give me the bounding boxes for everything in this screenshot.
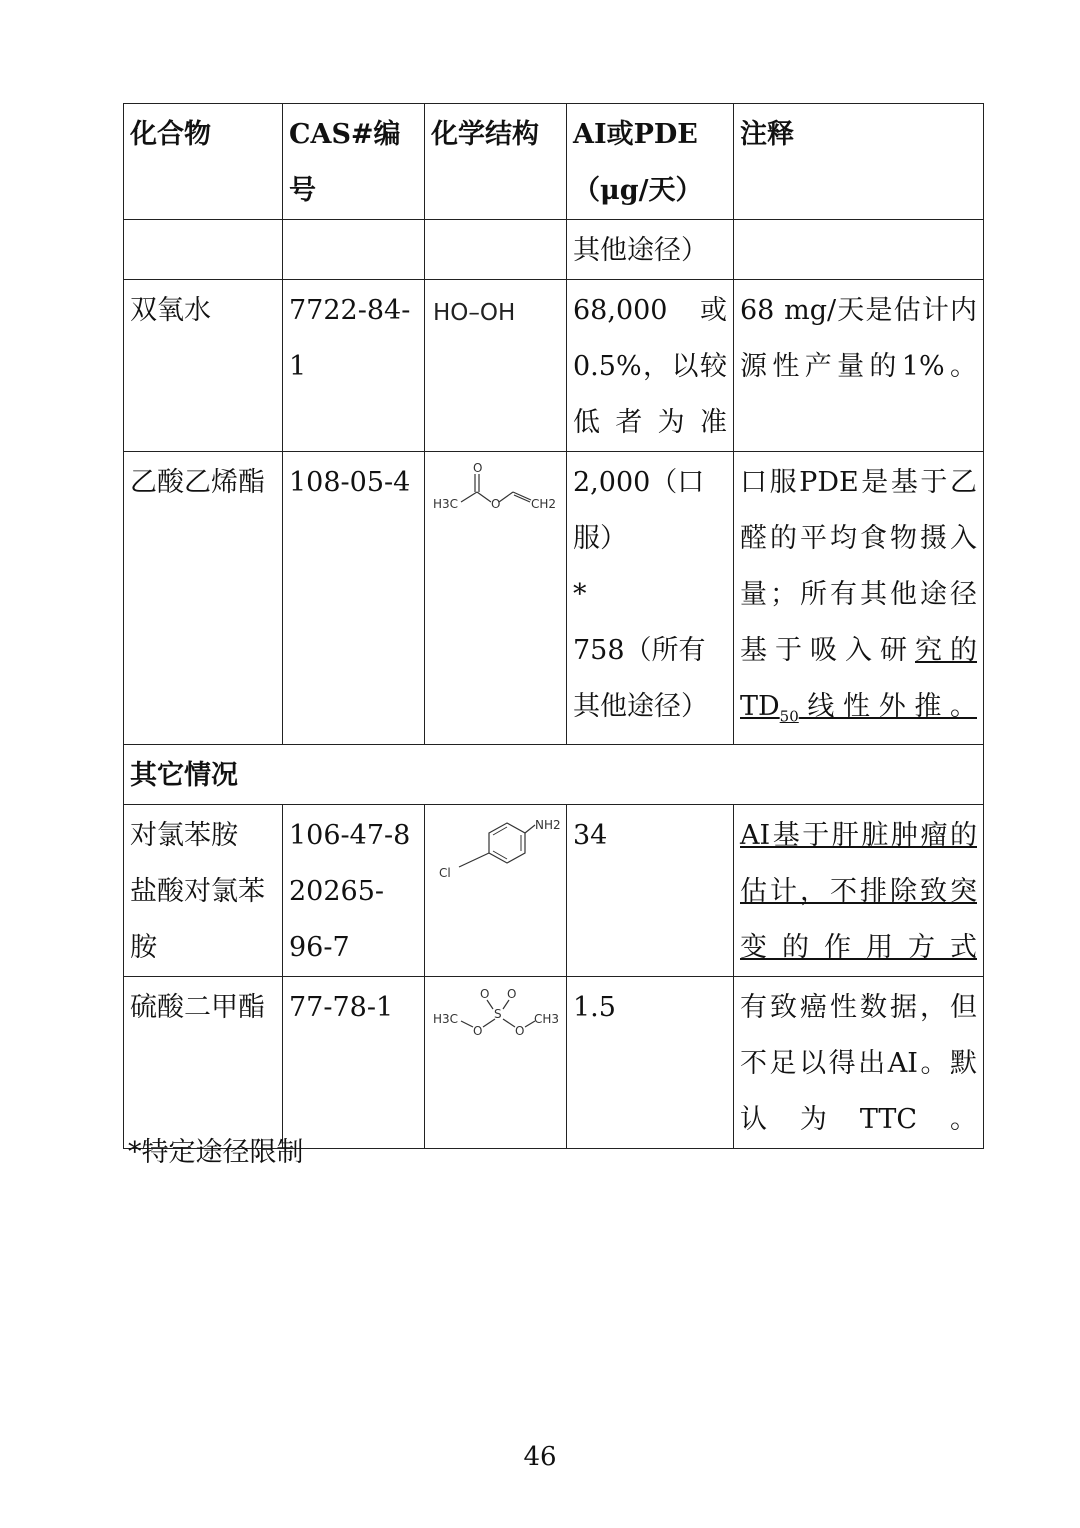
dimethyl-sulfate-structure xyxy=(431,987,563,1037)
ch2-label: CH2 xyxy=(531,497,557,511)
ai-pde-asterisk: * xyxy=(573,579,587,610)
o-top-left-label: O xyxy=(480,987,490,1002)
header-compound: 化合物 xyxy=(124,104,283,220)
footnote: *特定途径限制 xyxy=(128,1137,304,1168)
ai-pde-other: 758（所有其他途径） xyxy=(573,635,708,722)
table-row xyxy=(124,805,984,977)
compound-cell xyxy=(124,805,283,977)
notes-text: 口服PDE是基于乙醛的平均食物摄入量；所有其他途径基于吸入研 xyxy=(740,467,977,666)
hydrogen-peroxide-structure xyxy=(431,290,561,330)
cl-label: Cl xyxy=(439,866,451,881)
chloroaniline-structure xyxy=(431,815,563,885)
compound-cell: 乙酸乙烯酯 xyxy=(124,452,283,745)
page-number: 46 xyxy=(523,1442,557,1472)
ai-pde-oral: 2,000（口服） xyxy=(573,467,705,554)
notes-cell: AI基于肝脏肿瘤的估计，不排除致突变的作用方式 xyxy=(734,805,984,977)
s-label: S xyxy=(494,1007,502,1022)
structure-cell xyxy=(425,280,567,452)
o-left-label: O xyxy=(473,1024,483,1038)
notes-underlined-1: 究的 xyxy=(915,635,977,666)
structure-label: HO–OH xyxy=(433,300,516,326)
cas-line-2: 20265-96-7 xyxy=(289,876,385,964)
notes-cell xyxy=(734,452,984,745)
vinyl-acetate-structure xyxy=(431,462,563,517)
header-ai-pde xyxy=(567,104,734,220)
table-row xyxy=(124,280,984,452)
cas-cell: 77-78-1 xyxy=(283,977,425,1149)
table-header-row xyxy=(124,104,984,220)
h3c-label: H3C xyxy=(433,497,459,511)
cas-line-1: 106-47-8 xyxy=(289,820,411,852)
o-right-label: O xyxy=(515,1024,525,1038)
cas-cell: 108-05-4 xyxy=(283,452,425,745)
compound-cell: 双氧水 xyxy=(124,280,283,452)
section-label: 其它情况 xyxy=(124,745,984,805)
notes-td-label: TD xyxy=(740,691,780,722)
notes-cell: 有致癌性数据，但不足以得出AI。默认为TTC。 xyxy=(734,977,984,1149)
header-ai-pde-line1: AI或PDE xyxy=(573,119,698,150)
header-cas: CAS#编号 xyxy=(283,104,425,220)
table-row xyxy=(124,452,984,745)
ai-pde-cell xyxy=(567,452,734,745)
carbonyl-o-label: O xyxy=(473,462,483,475)
header-ai-pde-line2: （μg/天） xyxy=(573,175,703,206)
structure-cell xyxy=(425,977,567,1149)
header-structure: 化学结构 xyxy=(425,104,567,220)
compound-line-2: 盐酸对氯苯胺 xyxy=(130,876,265,964)
compound-line-1: 对氯苯胺 xyxy=(130,820,238,852)
table-row xyxy=(124,220,984,280)
cont-ai-pde: 其他途径） xyxy=(567,220,734,280)
toxicity-table xyxy=(123,103,984,1149)
notes-underlined-2: 线性外推。 xyxy=(798,691,977,722)
ch3-label: CH3 xyxy=(534,1012,560,1027)
cas-cell xyxy=(283,805,425,977)
ai-pde-cell: 68,000 或 0.5%，以较低者为准 xyxy=(567,280,734,452)
table-row xyxy=(124,977,984,1149)
structure-cell xyxy=(425,452,567,745)
ai-pde-cell: 1.5 xyxy=(567,977,734,1149)
ester-o-label: O xyxy=(491,497,501,511)
header-notes: 注释 xyxy=(734,104,984,220)
notes-cell: 68 mg/天是估计内源性产量的1%。 xyxy=(734,280,984,452)
h3c-label: H3C xyxy=(433,1012,459,1027)
notes-td-sub: 50 xyxy=(779,707,799,726)
section-row xyxy=(124,745,984,805)
nh2-label: NH2 xyxy=(535,818,561,833)
o-top-right-label: O xyxy=(507,987,517,1002)
structure-cell xyxy=(425,805,567,977)
ai-pde-cell: 34 xyxy=(567,805,734,977)
compound-cell: 硫酸二甲酯 xyxy=(124,977,283,1149)
cas-cell: 7722-84-1 xyxy=(283,280,425,452)
